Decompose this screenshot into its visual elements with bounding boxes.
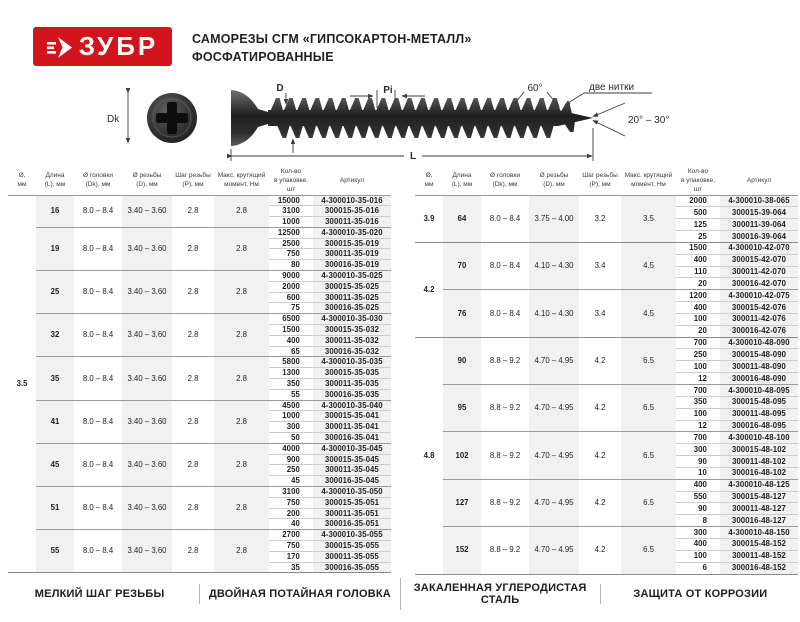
thread-pitch-cell: 2.8 (172, 400, 214, 443)
feature-corrosion-protection: ЗАЩИТА ОТ КОРРОЗИИ (600, 584, 800, 604)
table-row (8, 530, 391, 541)
article-number-cell: 300015-35-051 (313, 497, 391, 508)
head-diameter-cell: 8.8 – 9.2 (481, 479, 529, 526)
article-number-cell: 4-300010-42-075 (720, 290, 798, 302)
article-number-cell: 4-300010-42-070 (720, 242, 798, 254)
article-number-cell: 300015-35-019 (313, 238, 391, 249)
pack-quantity-cell: 900 (269, 454, 313, 465)
article-number-cell: 300015-35-035 (313, 368, 391, 379)
table-row (415, 290, 798, 302)
column-header: Ø, мм (415, 168, 443, 195)
pack-quantity-cell: 2500 (269, 238, 313, 249)
length-cell: 102 (443, 432, 481, 479)
column-header: Ø резьбы (D), мм (122, 168, 172, 195)
article-number-cell: 300016-48-152 (720, 562, 798, 574)
article-number-cell: 300015-35-045 (313, 454, 391, 465)
pack-quantity-cell: 400 (676, 479, 720, 491)
article-number-cell: 300011-42-070 (720, 266, 798, 278)
pack-quantity-cell: 12 (676, 420, 720, 432)
column-header: Артикул (313, 168, 391, 195)
max-torque-cell: 2.8 (214, 400, 269, 443)
pack-quantity-cell: 65 (269, 346, 313, 357)
article-number-cell: 4-300010-35-020 (313, 227, 391, 238)
article-number-cell: 300016-35-019 (313, 260, 391, 271)
thread-diameter-cell: 3.40 – 3.60 (122, 227, 172, 270)
pack-quantity-cell: 400 (676, 538, 720, 550)
article-number-cell: 300016-48-090 (720, 373, 798, 385)
length-cell: 35 (36, 357, 74, 400)
article-number-cell: 300016-35-025 (313, 303, 391, 314)
column-header: Ø резьбы (D), мм (529, 168, 579, 195)
pack-quantity-cell: 100 (676, 408, 720, 420)
pack-quantity-cell: 110 (676, 266, 720, 278)
article-number-cell: 300015-42-070 (720, 254, 798, 266)
article-number-cell: 4-300010-35-025 (313, 271, 391, 282)
thread-pitch-cell: 4.2 (579, 385, 621, 432)
thread-diameter-cell: 4.10 – 4.30 (529, 290, 579, 337)
article-number-cell: 300011-35-032 (313, 335, 391, 346)
title-line-2: ФОСФАТИРОВАННЫЕ (192, 49, 334, 64)
head-diameter-cell: 8.8 – 9.2 (481, 337, 529, 384)
article-number-cell: 300016-35-055 (313, 562, 391, 573)
two-threads-label: две нитки (589, 82, 635, 93)
d-label: D (276, 83, 284, 94)
max-torque-cell: 4.5 (621, 290, 676, 337)
thread-diameter-cell: 3.40 – 3.60 (122, 530, 172, 573)
zubr-arrow-icon (47, 33, 73, 60)
zubr-logo (33, 27, 172, 66)
article-number-cell: 300011-48-127 (720, 503, 798, 515)
spec-table-left (8, 168, 391, 573)
pack-quantity-cell: 1000 (269, 217, 313, 228)
feature-countersunk-head: ДВОЙНАЯ ПОТАЙНАЯ ГОЛОВКА (199, 584, 399, 604)
head-diameter-cell: 8.8 – 9.2 (481, 432, 529, 479)
article-number-cell: 300016-48-102 (720, 467, 798, 479)
title-line-1: САМОРЕЗЫ СГМ «ГИПСОКАРТОН-МЕТАЛЛ» (192, 32, 472, 46)
thread-diameter-cell: 3.40 – 3.60 (122, 314, 172, 357)
length-cell: 55 (36, 530, 74, 573)
article-number-cell: 300011-48-102 (720, 456, 798, 468)
pack-quantity-cell: 75 (269, 303, 313, 314)
pack-quantity-cell: 400 (269, 335, 313, 346)
pack-quantity-cell: 15000 (269, 195, 313, 206)
pack-quantity-cell: 250 (676, 349, 720, 361)
pack-quantity-cell: 3100 (269, 487, 313, 498)
pack-quantity-cell: 6 (676, 562, 720, 574)
max-torque-cell: 2.8 (214, 487, 269, 530)
pack-quantity-cell: 600 (269, 292, 313, 303)
head-diameter-cell: 8.0 – 8.4 (481, 195, 529, 242)
article-number-cell: 4-300010-38-065 (720, 195, 798, 207)
pack-quantity-cell: 100 (676, 313, 720, 325)
column-header: Ø, мм (8, 168, 36, 195)
thread-pitch-cell: 2.8 (172, 271, 214, 314)
thread-pitch-cell: 2.8 (172, 314, 214, 357)
article-number-cell: 300015-35-016 (313, 206, 391, 217)
table-row (8, 400, 391, 411)
column-header: Шаг резьбы (P), мм (172, 168, 214, 195)
pack-quantity-cell: 750 (269, 249, 313, 260)
article-number-cell: 300011-35-045 (313, 465, 391, 476)
thread-pitch-cell: 2.8 (172, 443, 214, 486)
table-row (415, 195, 798, 207)
pack-quantity-cell: 20 (676, 278, 720, 290)
pack-quantity-cell: 550 (676, 491, 720, 503)
max-torque-cell: 2.8 (214, 314, 269, 357)
article-number-cell: 4-300010-48-100 (720, 432, 798, 444)
article-number-cell: 300016-48-127 (720, 515, 798, 527)
thread-diameter-cell: 4.70 – 4.95 (529, 385, 579, 432)
thread-diameter-cell: 3.40 – 3.60 (122, 487, 172, 530)
thread-pitch-cell: 4.2 (579, 337, 621, 384)
table-row (8, 271, 391, 282)
max-torque-cell: 6.5 (621, 479, 676, 526)
article-number-cell: 4-300010-35-045 (313, 443, 391, 454)
pack-quantity-cell: 10 (676, 467, 720, 479)
thread-pitch-cell: 2.8 (172, 227, 214, 270)
length-cell: 16 (36, 195, 74, 227)
pack-quantity-cell: 4000 (269, 443, 313, 454)
table-row (8, 227, 391, 238)
article-number-cell: 300016-42-076 (720, 325, 798, 337)
length-cell: 95 (443, 385, 481, 432)
feature-hardened-steel: ЗАКАЛЕННАЯ УГЛЕРОДИСТАЯ СТАЛЬ (400, 578, 600, 610)
l-label: L (409, 151, 417, 162)
pack-quantity-cell: 400 (676, 302, 720, 314)
article-number-cell: 4-300010-35-035 (313, 357, 391, 368)
article-number-cell: 300015-35-032 (313, 325, 391, 336)
article-number-cell: 4-300010-48-090 (720, 337, 798, 349)
article-number-cell: 300011-35-019 (313, 249, 391, 260)
thread-diameter-cell: 4.70 – 4.95 (529, 479, 579, 526)
head-diameter-cell: 8.0 – 8.4 (481, 242, 529, 289)
head-diameter-cell: 8.0 – 8.4 (74, 357, 122, 400)
pack-quantity-cell: 1000 (269, 411, 313, 422)
column-header: Шаг резьбы (P), мм (579, 168, 621, 195)
head-diameter-cell: 8.0 – 8.4 (74, 195, 122, 227)
thread-diameter-cell: 3.40 – 3.60 (122, 271, 172, 314)
pack-quantity-cell: 90 (676, 456, 720, 468)
table-row (8, 443, 391, 454)
article-number-cell: 4-300010-48-150 (720, 527, 798, 539)
pack-quantity-cell: 6500 (269, 314, 313, 325)
pack-quantity-cell: 12 (676, 373, 720, 385)
article-number-cell: 300015-35-055 (313, 541, 391, 552)
head-diameter-cell: 8.8 – 9.2 (481, 385, 529, 432)
pack-quantity-cell: 200 (269, 508, 313, 519)
article-number-cell: 300011-39-064 (720, 219, 798, 231)
page-title (192, 31, 471, 67)
table-row (8, 487, 391, 498)
thread-diameter-cell: 4.10 – 4.30 (529, 242, 579, 289)
length-cell: 45 (36, 443, 74, 486)
article-number-cell: 300016-35-032 (313, 346, 391, 357)
screw-side-view (231, 90, 593, 146)
pack-quantity-cell: 55 (269, 389, 313, 400)
column-header: Длина (L), мм (443, 168, 481, 195)
thread-diameter-cell: 4.70 – 4.95 (529, 337, 579, 384)
thread-diameter-cell: 3.40 – 3.60 (122, 443, 172, 486)
pack-quantity-cell: 1200 (676, 290, 720, 302)
table-row (415, 242, 798, 254)
header-row (8, 168, 391, 195)
column-header: Артикул (720, 168, 798, 195)
length-cell: 64 (443, 195, 481, 242)
thread-diameter-cell: 4.70 – 4.95 (529, 432, 579, 479)
thread-pitch-cell: 2.8 (172, 195, 214, 227)
header-row (415, 168, 798, 195)
article-number-cell: 300011-48-095 (720, 408, 798, 420)
article-number-cell: 300011-35-051 (313, 508, 391, 519)
length-cell: 51 (36, 487, 74, 530)
article-number-cell: 300011-35-025 (313, 292, 391, 303)
pack-quantity-cell: 350 (269, 379, 313, 390)
head-diameter-cell: 8.0 – 8.4 (74, 443, 122, 486)
column-header: Макс. крутящий момент, Нм (214, 168, 269, 195)
article-number-cell: 300015-48-090 (720, 349, 798, 361)
pack-quantity-cell: 500 (676, 207, 720, 219)
thread-diameter-cell: 3.40 – 3.60 (122, 195, 172, 227)
table-row (415, 527, 798, 539)
thread-pitch-cell: 4.2 (579, 527, 621, 574)
length-cell: 127 (443, 479, 481, 526)
head-diameter-cell: 8.0 – 8.4 (74, 487, 122, 530)
max-torque-cell: 6.5 (621, 385, 676, 432)
pack-quantity-cell: 250 (269, 465, 313, 476)
table-row (415, 479, 798, 491)
max-torque-cell: 6.5 (621, 527, 676, 574)
spec-table-right (415, 168, 798, 575)
pack-quantity-cell: 300 (269, 422, 313, 433)
max-torque-cell: 2.8 (214, 530, 269, 573)
pack-quantity-cell: 8 (676, 515, 720, 527)
article-number-cell: 300015-39-064 (720, 207, 798, 219)
pack-quantity-cell: 170 (269, 551, 313, 562)
table-row (415, 432, 798, 444)
pack-quantity-cell: 25 (676, 231, 720, 243)
pack-quantity-cell: 45 (269, 476, 313, 487)
article-number-cell: 4-300010-35-016 (313, 195, 391, 206)
pack-quantity-cell: 90 (676, 503, 720, 515)
dk-label: Dk (107, 114, 120, 125)
thread-pitch-cell: 4.2 (579, 432, 621, 479)
thread-diameter-cell: 3.75 – 4.00 (529, 195, 579, 242)
thread-pitch-cell: 4.2 (579, 479, 621, 526)
pack-quantity-cell: 50 (269, 433, 313, 444)
head-diameter-cell: 8.0 – 8.4 (74, 314, 122, 357)
article-number-cell: 300016-35-041 (313, 433, 391, 444)
thread-pitch-cell: 2.8 (172, 357, 214, 400)
head-diameter-cell: 8.8 – 9.2 (481, 527, 529, 574)
pack-quantity-cell: 750 (269, 541, 313, 552)
length-cell: 41 (36, 400, 74, 443)
head-diameter-cell: 8.0 – 8.4 (74, 227, 122, 270)
pack-quantity-cell: 35 (269, 562, 313, 573)
head-diameter-cell: 8.0 – 8.4 (481, 290, 529, 337)
head-diameter-cell: 8.0 – 8.4 (74, 530, 122, 573)
screw-diagram (80, 78, 780, 170)
column-header: Ø головки (Dk), мм (74, 168, 122, 195)
tip-angle-label: 20° – 30° (628, 115, 670, 126)
pack-quantity-cell: 4500 (269, 400, 313, 411)
pack-quantity-cell: 400 (676, 254, 720, 266)
pack-quantity-cell: 5800 (269, 357, 313, 368)
length-cell: 76 (443, 290, 481, 337)
logo-text: ЗУБР (78, 30, 159, 61)
pack-quantity-cell: 12500 (269, 227, 313, 238)
max-torque-cell: 4.5 (621, 242, 676, 289)
article-number-cell: 4-300010-35-040 (313, 400, 391, 411)
thread-diameter-cell: 3.40 – 3.60 (122, 357, 172, 400)
table-row (415, 385, 798, 397)
feature-fine-thread: МЕЛКИЙ ШАГ РЕЗЬБЫ (34, 588, 165, 600)
article-number-cell: 300011-48-152 (720, 550, 798, 562)
max-torque-cell: 2.8 (214, 271, 269, 314)
pack-quantity-cell: 750 (269, 497, 313, 508)
thread-pitch-cell: 3.4 (579, 290, 621, 337)
article-number-cell: 300015-48-095 (720, 396, 798, 408)
pack-quantity-cell: 1500 (676, 242, 720, 254)
article-number-cell: 300016-35-051 (313, 519, 391, 530)
article-number-cell: 300011-35-041 (313, 422, 391, 433)
column-header: Кол-во в упаковке, шт (269, 168, 313, 195)
article-number-cell: 300015-35-041 (313, 411, 391, 422)
thread-diameter-cell: 4.70 – 4.95 (529, 527, 579, 574)
table-row (8, 357, 391, 368)
thread-diameter-cell: 3.40 – 3.60 (122, 400, 172, 443)
article-number-cell: 300011-35-055 (313, 551, 391, 562)
column-header: Длина (L), мм (36, 168, 74, 195)
head-diameter-cell: 8.0 – 8.4 (74, 400, 122, 443)
head-diameter-cell: 8.0 – 8.4 (74, 271, 122, 314)
pack-quantity-cell: 100 (676, 361, 720, 373)
article-number-cell: 300016-39-064 (720, 231, 798, 243)
article-number-cell: 4-300010-35-050 (313, 487, 391, 498)
thread-pitch-cell: 3.4 (579, 242, 621, 289)
article-number-cell: 4-300010-35-030 (313, 314, 391, 325)
pack-quantity-cell: 700 (676, 385, 720, 397)
column-header: Ø головки (Dk), мм (481, 168, 529, 195)
angle-60-label: 60° (527, 83, 543, 94)
article-number-cell: 4-300010-48-095 (720, 385, 798, 397)
article-number-cell: 300016-35-035 (313, 389, 391, 400)
article-number-cell: 300011-35-016 (313, 217, 391, 228)
thread-pitch-cell: 2.8 (172, 487, 214, 530)
diameter-cell: 3.9 (415, 195, 443, 242)
length-cell: 25 (36, 271, 74, 314)
article-number-cell: 300011-48-090 (720, 361, 798, 373)
pack-quantity-cell: 700 (676, 337, 720, 349)
max-torque-cell: 6.5 (621, 337, 676, 384)
table-row (8, 195, 391, 206)
table-row (8, 314, 391, 325)
pack-quantity-cell: 2700 (269, 530, 313, 541)
article-number-cell: 300015-48-102 (720, 444, 798, 456)
article-number-cell: 300015-48-127 (720, 491, 798, 503)
pack-quantity-cell: 300 (676, 527, 720, 539)
length-cell: 152 (443, 527, 481, 574)
article-number-cell: 4-300010-35-055 (313, 530, 391, 541)
diameter-cell: 3.5 (8, 195, 36, 573)
screw-head-top-view (107, 93, 197, 143)
pack-quantity-cell: 700 (676, 432, 720, 444)
pack-quantity-cell: 80 (269, 260, 313, 271)
length-cell: 32 (36, 314, 74, 357)
max-torque-cell: 2.8 (214, 357, 269, 400)
max-torque-cell: 3.5 (621, 195, 676, 242)
article-number-cell: 300016-48-095 (720, 420, 798, 432)
column-header: Кол-во в упаковке, шт (676, 168, 720, 195)
max-torque-cell: 2.8 (214, 195, 269, 227)
diameter-cell: 4.8 (415, 337, 443, 574)
length-cell: 19 (36, 227, 74, 270)
pi-label: Pi (383, 85, 393, 96)
pack-quantity-cell: 350 (676, 396, 720, 408)
article-number-cell: 300011-42-076 (720, 313, 798, 325)
table-row (415, 337, 798, 349)
thread-pitch-cell: 2.8 (172, 530, 214, 573)
max-torque-cell: 6.5 (621, 432, 676, 479)
pack-quantity-cell: 100 (676, 550, 720, 562)
pack-quantity-cell: 3100 (269, 206, 313, 217)
pack-quantity-cell: 125 (676, 219, 720, 231)
length-cell: 90 (443, 337, 481, 384)
length-cell: 70 (443, 242, 481, 289)
article-number-cell: 300011-35-035 (313, 379, 391, 390)
pack-quantity-cell: 9000 (269, 271, 313, 282)
article-number-cell: 300015-48-152 (720, 538, 798, 550)
pack-quantity-cell: 1500 (269, 325, 313, 336)
max-torque-cell: 2.8 (214, 227, 269, 270)
pack-quantity-cell: 2000 (676, 195, 720, 207)
thread-pitch-cell: 3.2 (579, 195, 621, 242)
article-number-cell: 300016-35-045 (313, 476, 391, 487)
pack-quantity-cell: 40 (269, 519, 313, 530)
max-torque-cell: 2.8 (214, 443, 269, 486)
article-number-cell: 4-300010-48-125 (720, 479, 798, 491)
pack-quantity-cell: 300 (676, 444, 720, 456)
article-number-cell: 300015-35-025 (313, 281, 391, 292)
pack-quantity-cell: 1300 (269, 368, 313, 379)
feature-strip (0, 580, 800, 608)
article-number-cell: 300016-42-070 (720, 278, 798, 290)
article-number-cell: 300015-42-076 (720, 302, 798, 314)
diameter-cell: 4.2 (415, 242, 443, 337)
pack-quantity-cell: 20 (676, 325, 720, 337)
column-header: Макс. крутящий момент, Нм (621, 168, 676, 195)
pack-quantity-cell: 2000 (269, 281, 313, 292)
